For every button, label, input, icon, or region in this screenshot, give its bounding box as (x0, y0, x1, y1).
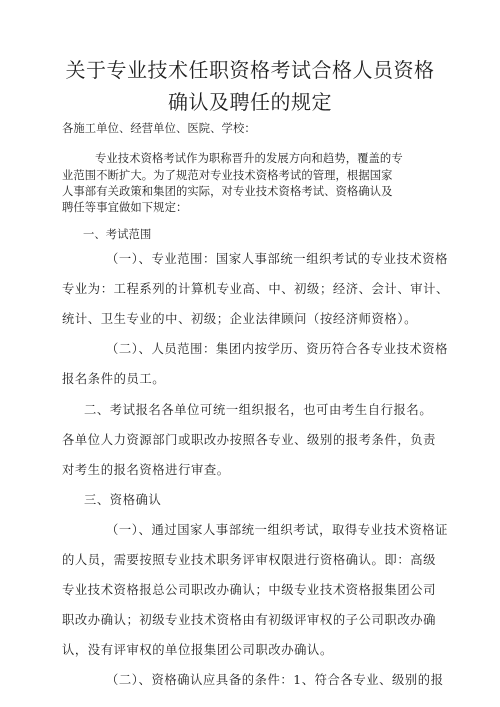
paragraph-line: 专业技术资格考试作为职称晋升的发展方向和趋势，覆盖的专 (95, 152, 403, 165)
paragraph-line: （一）、专业范围：国家人事部统一组织考试的专业技术资格 (106, 252, 449, 266)
paragraph-line: 各单位人力资源部门或职改办按照各专业、级别的报考条件，负责 (62, 433, 437, 447)
paragraph-line: 二、考试报名各单位可统一组织报名，也可由考生自行报名。 (84, 403, 433, 417)
paragraph-line: （二）、人员范围：集团内按学历、资历符合各专业技术资格 (106, 342, 449, 356)
paragraph-line: 聘任等事宜做如下规定： (62, 201, 188, 214)
paragraph-line: 专业为：工程系列的计算机专业高、中、初级；经济、会计、审计、 (62, 282, 449, 296)
paragraph-line: （二）、资格确认应具备的条件：1、符合各专业、级别的报 (106, 673, 444, 687)
document-title-line-2: 确认及聘任的规定 (168, 90, 332, 114)
paragraph-line: 报名条件的员工。 (62, 372, 166, 386)
salutation: 各施工单位、经营单位、医院、学校： (62, 122, 256, 135)
paragraph-line: 对考生的报名资格进行审查。 (62, 463, 230, 477)
paragraph-line: （一）、通过国家人事部统一组织考试，取得专业技术资格证 (106, 523, 449, 537)
section-heading: 一、考试范围 (83, 228, 152, 241)
section-heading: 三、资格确认 (84, 493, 162, 507)
paragraph-line: 专业技术资格报总公司职改办确认；中级专业技术资格报集团公司 (62, 583, 437, 597)
paragraph-line: 的人员，需要按照专业技术职务评审权限进行资格确认。即：高级 (62, 553, 437, 567)
paragraph-line: 统计、卫生专业的中、初级；企业法律顾问（按经济师资格）。 (62, 312, 417, 326)
paragraph-line: 业范围不断扩大。为了规范对专业技术资格考试的管理，根据国家 (62, 169, 393, 182)
paragraph-line: 认，没有评审权的单位报集团公司职改办确认。 (62, 643, 333, 657)
paragraph-line: 人事部有关政策和集团的实际，对专业技术资格考试、资格确认及 (62, 185, 393, 198)
document-title-line-1: 关于专业技术任职资格考试合格人员资格 (65, 58, 435, 82)
paragraph-line: 职改办确认；初级专业技术资格由有初级评审权的子公司职改办确 (62, 613, 437, 627)
